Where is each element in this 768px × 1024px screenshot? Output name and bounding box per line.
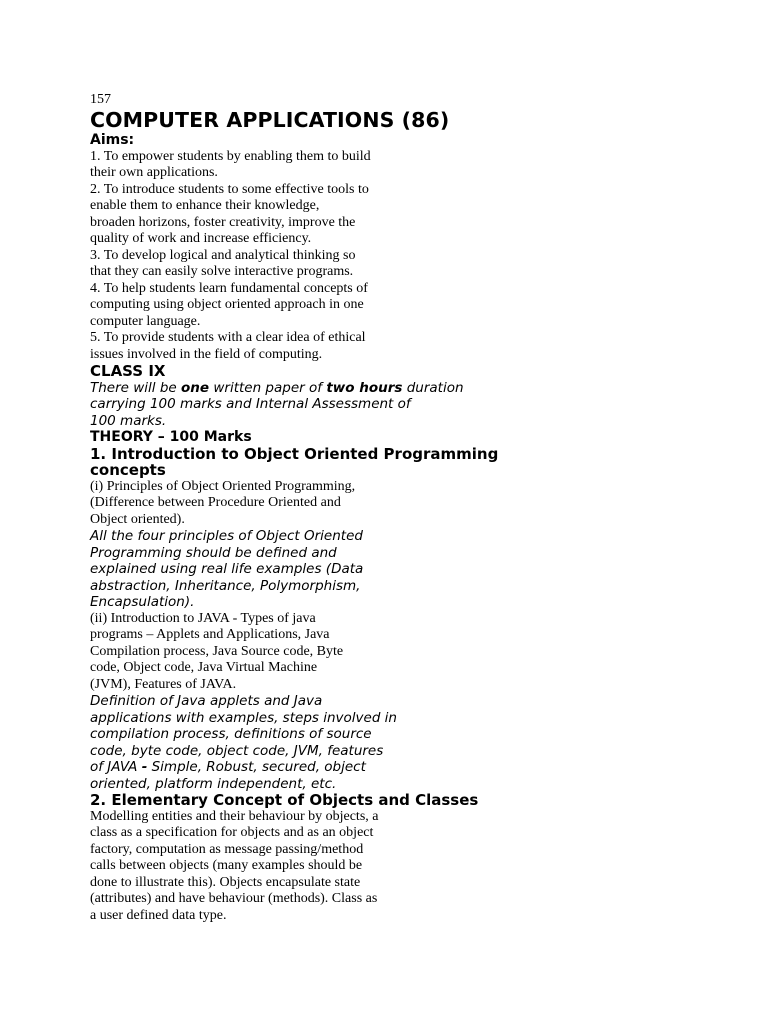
body-line: done to illustrate this). Objects encapsulate state <box>90 874 361 890</box>
note-line: applications with examples, steps involved in <box>90 709 397 726</box>
note-dash: - <box>141 759 148 775</box>
aims-line: 2. To introduce students to some effective tools to <box>90 181 369 197</box>
paper-intro <box>90 380 510 430</box>
aims-heading: Aims: <box>90 132 135 148</box>
aims-line: broaden horizons, foster creativity, improve the <box>90 214 356 230</box>
note-line: compilation process, definitions of source <box>90 726 372 742</box>
body-line: (ii) Introduction to JAVA - Types of java <box>90 610 316 626</box>
paper-count: one <box>181 379 210 396</box>
note-line: Programming should be defined and <box>90 544 337 561</box>
paper-intro-text: There will be <box>90 379 182 396</box>
section-1-sub-i <box>90 479 510 529</box>
page-content <box>90 92 510 924</box>
body-line: Object oriented). <box>90 511 185 527</box>
paper-intro-line: 100 marks. <box>90 412 167 429</box>
note-text: of JAVA <box>90 759 142 775</box>
body-line: (attributes) and have behaviour (methods). Class as <box>90 891 378 906</box>
theory-heading: THEORY – 100 Marks <box>90 429 252 445</box>
section-1-sub-i-note <box>90 528 510 611</box>
paper-intro-text: written paper of <box>209 379 327 396</box>
body-line: factory, computation as message passing/method <box>90 841 364 857</box>
section-2-heading: 2. Elementary Concept of Objects and Classes <box>90 791 479 809</box>
section-heading-line: concepts <box>90 461 166 479</box>
note-line: All the four principles of Object Oriented <box>90 528 363 544</box>
body-line: (Difference between Procedure Oriented and <box>90 495 341 510</box>
aims-line: 3. To develop logical and analytical thinking so <box>90 247 356 263</box>
paper-intro-text: duration <box>402 379 464 396</box>
aims-list <box>90 149 510 364</box>
document-title: COMPUTER APPLICATIONS (86) <box>90 108 450 132</box>
note-line: abstraction, Inheritance, Polymorphism, <box>90 577 361 594</box>
note-line: oriented, platform independent, etc. <box>90 775 337 792</box>
aims-line: their own applications. <box>90 165 218 180</box>
body-line: a user defined data type. <box>90 907 227 923</box>
section-1-sub-ii <box>90 611 510 694</box>
aims-line: 5. To provide students with a clear idea of ethical <box>90 330 366 345</box>
section-2-body <box>90 809 510 925</box>
paper-intro-line: carrying 100 marks and Internal Assessment of <box>90 396 411 412</box>
paper-intro-line <box>90 380 510 397</box>
aims-line: quality of work and increase efficiency. <box>90 231 312 246</box>
section-1-sub-ii-note <box>90 693 510 792</box>
paper-duration: two hours <box>326 379 403 396</box>
body-line: (JVM), Features of JAVA. <box>90 676 237 692</box>
aims-line: that they can easily solve interactive programs. <box>90 264 354 279</box>
aims-line: issues involved in the field of computing. <box>90 346 323 362</box>
page-number: 157 <box>90 92 111 107</box>
section-1-heading <box>90 446 510 479</box>
note-line: code, byte code, object code, JVM, features <box>90 742 384 759</box>
class-heading: CLASS IX <box>90 362 166 380</box>
aims-line: computing using object oriented approach in one <box>90 297 364 312</box>
aims-line: enable them to enhance their knowledge, <box>90 198 320 213</box>
aims-line: 4. To help students learn fundamental concepts of <box>90 280 368 296</box>
body-line: code, Object code, Java Virtual Machine <box>90 660 318 675</box>
body-line: programs – Applets and Applications, Java <box>90 627 330 642</box>
body-line: Compilation process, Java Source code, Byte <box>90 643 344 659</box>
note-line: explained using real life examples (Data <box>90 561 364 577</box>
note-text: Simple, Robust, secured, object <box>147 759 366 775</box>
body-line: Modelling entities and their behaviour by objects, a <box>90 808 379 824</box>
body-line: class as a specification for objects and as an object <box>90 825 374 840</box>
body-line: calls between objects (many examples should be <box>90 858 363 873</box>
section-heading-line: 1. Introduction to Object Oriented Programming <box>90 444 499 463</box>
note-line: Encapsulation). <box>90 594 195 610</box>
aims-line: computer language. <box>90 313 201 329</box>
aims-line: 1. To empower students by enabling them to build <box>90 148 371 164</box>
note-line <box>90 759 510 776</box>
body-line: (i) Principles of Object Oriented Programming, <box>90 478 356 494</box>
note-line: Definition of Java applets and Java <box>90 693 323 709</box>
